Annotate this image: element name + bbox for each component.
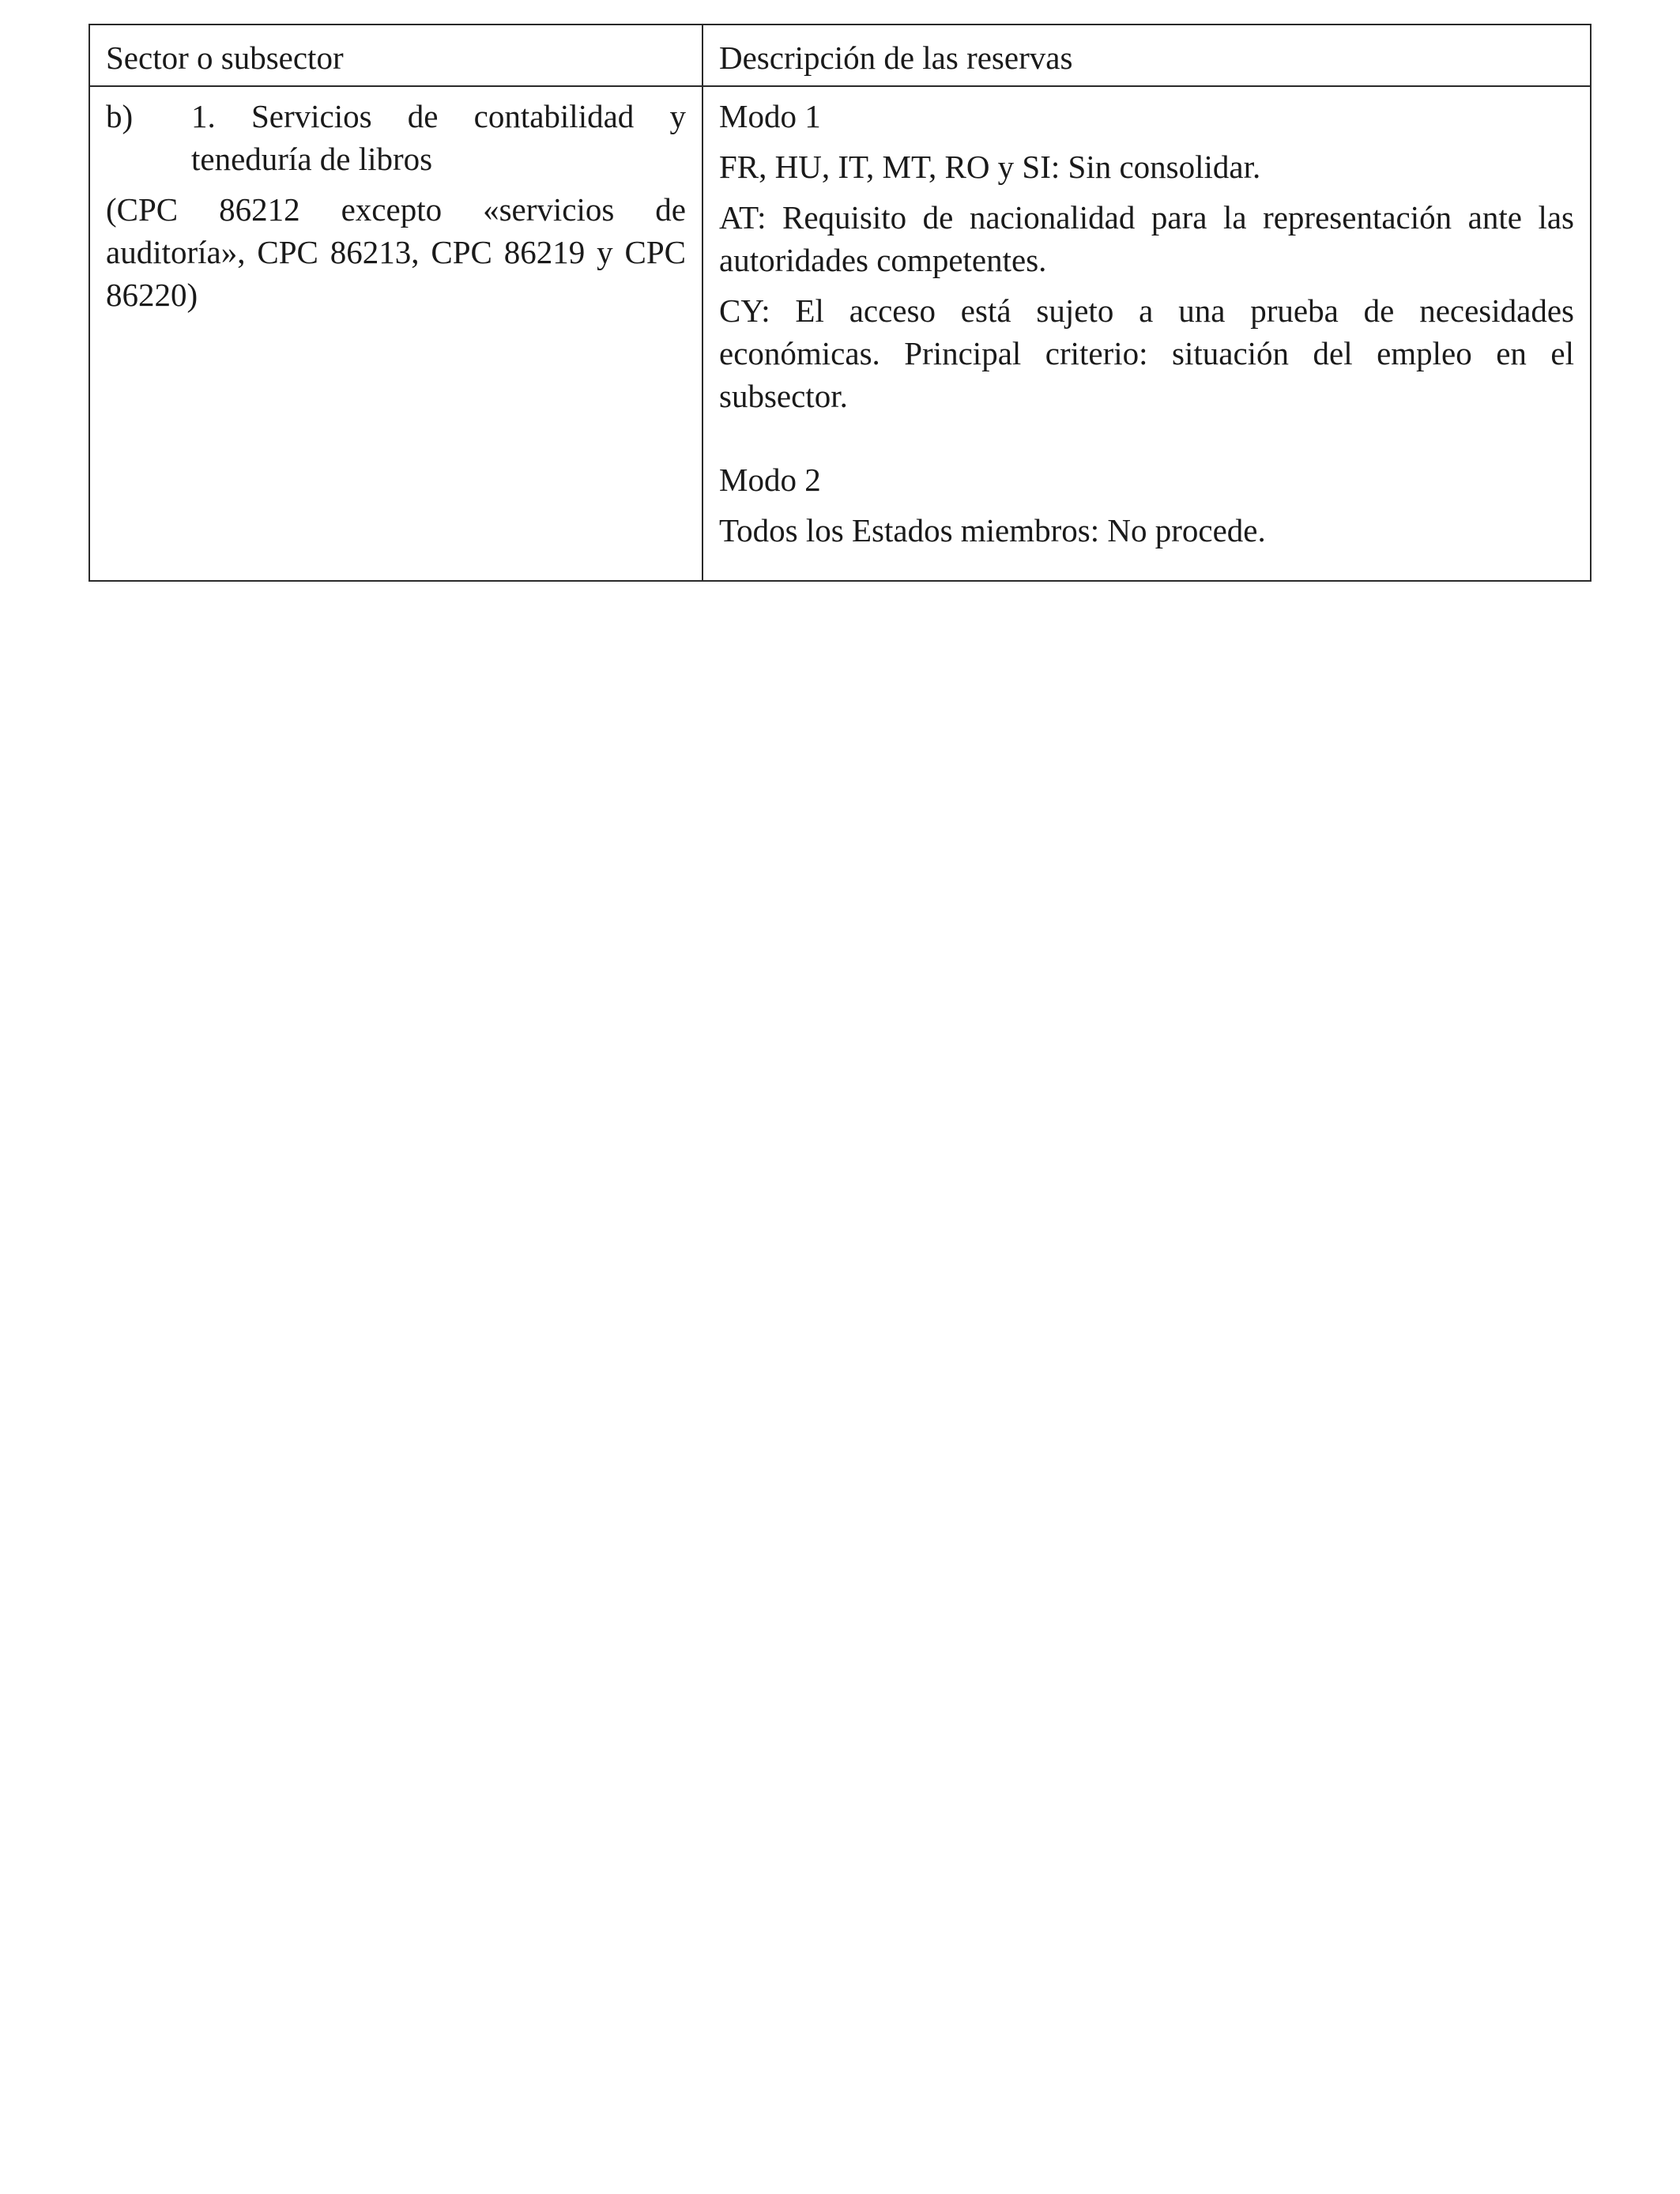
reservations-table xyxy=(89,24,1591,582)
mode2-line: Todos los Estados miembros: No procede. xyxy=(719,512,1266,548)
mode1-title: Modo 1 xyxy=(719,98,821,134)
header-description: Descripción de las reservas xyxy=(703,25,1591,86)
spacer xyxy=(719,417,1574,458)
table-header-row xyxy=(89,25,1591,86)
mode1-line: FR, HU, IT, MT, RO y SI: Sin consolidar. xyxy=(719,149,1261,185)
table-row xyxy=(89,86,1591,581)
header-sector: Sector o subsector xyxy=(89,25,703,86)
sector-item-text: 1. Servicios de contabilidad y teneduría de libros xyxy=(191,98,686,177)
sector-cpc: (CPC 86212 excepto «servicios de auditoría», CPC 86213, CPC 86219 y CPC 86220) xyxy=(106,191,686,313)
description-cell xyxy=(703,86,1591,581)
mode1-line: CY: El acceso está sujeto a una prueba de necesidades económicas. Principal criterio: situación del empleo en el subsector. xyxy=(719,292,1574,414)
sector-item xyxy=(106,95,686,180)
mode2-title: Modo 2 xyxy=(719,462,821,498)
mode1-line: AT: Requisito de nacionalidad para la representación ante las autoridades competentes. xyxy=(719,199,1574,278)
sector-letter: b) xyxy=(106,98,134,134)
sector-cell xyxy=(89,86,703,581)
